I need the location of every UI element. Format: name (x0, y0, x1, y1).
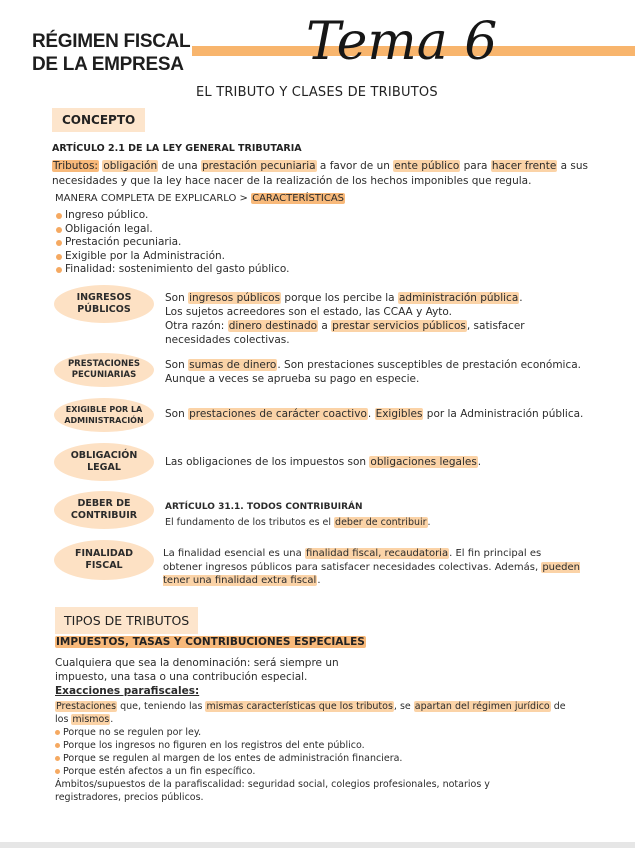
prestaciones-text (165, 358, 585, 386)
hl-mismos: mismos (72, 714, 110, 725)
pill-exigible-administracion (54, 398, 154, 432)
hl-impuestos-tasas: IMPUESTOS, TASAS Y CONTRIBUCIONES ESPECIALES (56, 636, 365, 648)
hl-mismas-caracteristicas: mismas características que los tributos (206, 701, 393, 712)
hl-tributos: Tributos: (53, 160, 98, 172)
text: . El fin principal es obtener ingresos públicos para satisfacer necesidades colectivas. Además, (163, 548, 542, 573)
pill-label: CONTRIBUIR (70, 510, 138, 521)
manera-text: MANERA COMPLETA DE EXPLICARLO > (55, 193, 248, 204)
section-tipos-tributos: TIPOS DE TRIBUTOS (55, 607, 198, 634)
pill-obligacion-legal (54, 443, 154, 481)
text: . (519, 292, 523, 304)
hl-obligacion: obligación (103, 160, 158, 172)
hl-hacer-frente: hacer frente (491, 160, 557, 172)
pill-ingresos-publicos (54, 285, 154, 323)
ambitos-text: Ámbitos/supuestos de la parafiscalidad: seguridad social, colegios profesionales, notarios y registradores, precios públicos. (55, 779, 490, 803)
pill-finalidad-fiscal (54, 540, 154, 580)
hl-finalidad-fiscal: finalidad fiscal, recaudatoria (305, 548, 449, 559)
text: Los sujetos acreedores son el estado, las CCAA y Ayto. (165, 306, 453, 318)
tema-title: Tema 6 (306, 12, 498, 72)
characteristics-list (55, 209, 289, 277)
bullet-dot-icon (56, 240, 62, 246)
article-title: ARTÍCULO 2.1 DE LA LEY GENERAL TRIBUTARIA (52, 143, 302, 154)
deber-text (165, 516, 585, 530)
bullet-dot-icon (55, 769, 60, 774)
text: Las obligaciones de los impuestos son (165, 456, 370, 468)
caracteristicas-tag: CARACTERÍSTICAS (252, 193, 345, 204)
list-item (55, 263, 289, 277)
text: . Son prestaciones susceptibles de prestación económica. (277, 359, 582, 371)
hl-exigibles: Exigibles (375, 408, 423, 420)
hl-deber-contribuir: deber de contribuir (335, 517, 427, 528)
tributo-definition (52, 159, 612, 189)
text: porque los percibe la (281, 292, 398, 304)
hl-administracion: administración pública (398, 292, 519, 304)
text: , satisfacer necesidades colectivas. (165, 320, 525, 346)
impuestos-title (55, 636, 366, 648)
hl-prestaciones: Prestaciones (56, 701, 117, 712)
list-item (55, 236, 289, 250)
def-text: para (460, 160, 491, 172)
ingresos-text (165, 291, 585, 347)
subject-title (32, 30, 190, 76)
reasons-list (55, 726, 402, 778)
bullet-dot-icon (56, 267, 62, 273)
text: . (427, 517, 431, 528)
pill-deber-contribuir (54, 491, 154, 529)
subject-line-2: DE LA EMPRESA (32, 54, 184, 75)
text: Aunque a veces se aprueba su pago en especie. (165, 373, 420, 385)
pill-label: EXIGIBLE POR LA (65, 405, 143, 414)
pill-label: INGRESOS (76, 292, 132, 303)
bullet-dot-icon (56, 213, 62, 219)
bullet-dot-icon (55, 743, 60, 748)
pill-label: OBLIGACIÓN (70, 450, 138, 461)
subject-line-1: RÉGIMEN FISCAL (32, 31, 191, 52)
def-text: a sus necesidades y que la ley hace nacer de la realización de los hechos imponibles que regula. (52, 160, 588, 187)
text: . (367, 408, 375, 420)
finalidad-text (163, 547, 583, 588)
text: . (477, 456, 482, 468)
hl-servicios-publicos: prestar servicios públicos (332, 320, 466, 332)
hl-obligaciones-legales: obligaciones legales (370, 456, 477, 468)
text: La finalidad esencial es una (163, 548, 305, 559)
pill-label: FISCAL (85, 560, 123, 571)
pill-label: LEGAL (87, 462, 121, 473)
hl-extra-fiscal: pueden tener una finalidad extra fiscal (163, 561, 581, 586)
list-item-text: Finalidad: sostenimiento del gasto público. (65, 263, 290, 275)
prestaciones-paragraph (55, 700, 575, 726)
list-item (55, 223, 289, 237)
hl-sumas-dinero: sumas de dinero (189, 359, 277, 371)
pill-label: PRESTACIONES (67, 359, 141, 369)
list-item-text: Prestación pecuniaria. (65, 236, 182, 248)
hl-regimen-juridico: apartan del régimen jurídico (414, 701, 550, 712)
list-item (55, 250, 289, 264)
text: Otra razón: (165, 320, 228, 332)
pill-label: PÚBLICOS (77, 304, 131, 315)
hl-ingresos-publicos: ingresos públicos (189, 292, 281, 304)
pill-label: FINALIDAD (74, 548, 134, 559)
bullet-dot-icon (55, 730, 60, 735)
bullet-dot-icon (56, 254, 62, 260)
list-item (55, 726, 402, 739)
list-item-text: Porque estén afectos a un fin específico. (63, 766, 256, 777)
exacciones-heading: Exacciones parafiscales: (55, 685, 200, 697)
pill-prestaciones-pecuniarias (54, 353, 154, 387)
cualquiera-text: Cualquiera que sea la denominación: será siempre un impuesto, una tasa o una contribución especial. (55, 657, 339, 683)
list-item-text: Porque se regulen al margen de los entes de administración financiera. (63, 753, 403, 764)
list-item (55, 765, 402, 778)
bullet-dot-icon (56, 227, 62, 233)
list-item-text: Porque los ingresos no figuren en los registros del ente público. (63, 740, 365, 751)
section-concepto: CONCEPTO (52, 108, 145, 132)
page-bottom-edge (0, 842, 635, 848)
list-item (55, 752, 402, 765)
text: . (110, 714, 114, 725)
manera-line (55, 193, 345, 204)
exigible-text (165, 407, 585, 421)
pill-label: DEBER DE (77, 498, 131, 509)
list-item-text: Ingreso público. (65, 209, 149, 221)
hl-prestacion: prestación pecuniaria (202, 160, 316, 172)
hl-dinero-destinado: dinero destinado (228, 320, 318, 332)
def-text: de una (158, 160, 202, 172)
obligacion-text (165, 455, 585, 469)
pill-label: PECUNIARIAS (71, 370, 137, 380)
deber-article-title: ARTÍCULO 31.1. TODOS CONTRIBUIRÁN (165, 502, 363, 512)
text: Son (165, 292, 189, 304)
pill-label: ADMINISTRACIÓN (64, 416, 144, 425)
hl-ente: ente público (394, 160, 460, 172)
bullet-dot-icon (55, 756, 60, 761)
page-subtitle: EL TRIBUTO Y CLASES DE TRIBUTOS (196, 85, 438, 100)
list-item-text: Obligación legal. (65, 222, 153, 235)
text: de los (55, 701, 566, 725)
list-item (55, 739, 402, 752)
def-text: a favor de un (316, 160, 394, 172)
list-item-text: Exigible por la Administración. (65, 249, 225, 262)
text: a (318, 320, 332, 332)
text: por la Administración pública. (423, 408, 584, 420)
list-item-text: Porque no se regulen por ley. (63, 727, 202, 738)
text: , se (393, 701, 414, 712)
text: Son (165, 359, 189, 371)
list-item (55, 209, 289, 223)
text: . (317, 575, 321, 586)
hl-caracter-coactivo: prestaciones de carácter coactivo (189, 408, 367, 420)
text: El fundamento de los tributos es el (165, 517, 335, 528)
text: Son (165, 408, 189, 420)
text: que, teniendo las (117, 701, 206, 712)
